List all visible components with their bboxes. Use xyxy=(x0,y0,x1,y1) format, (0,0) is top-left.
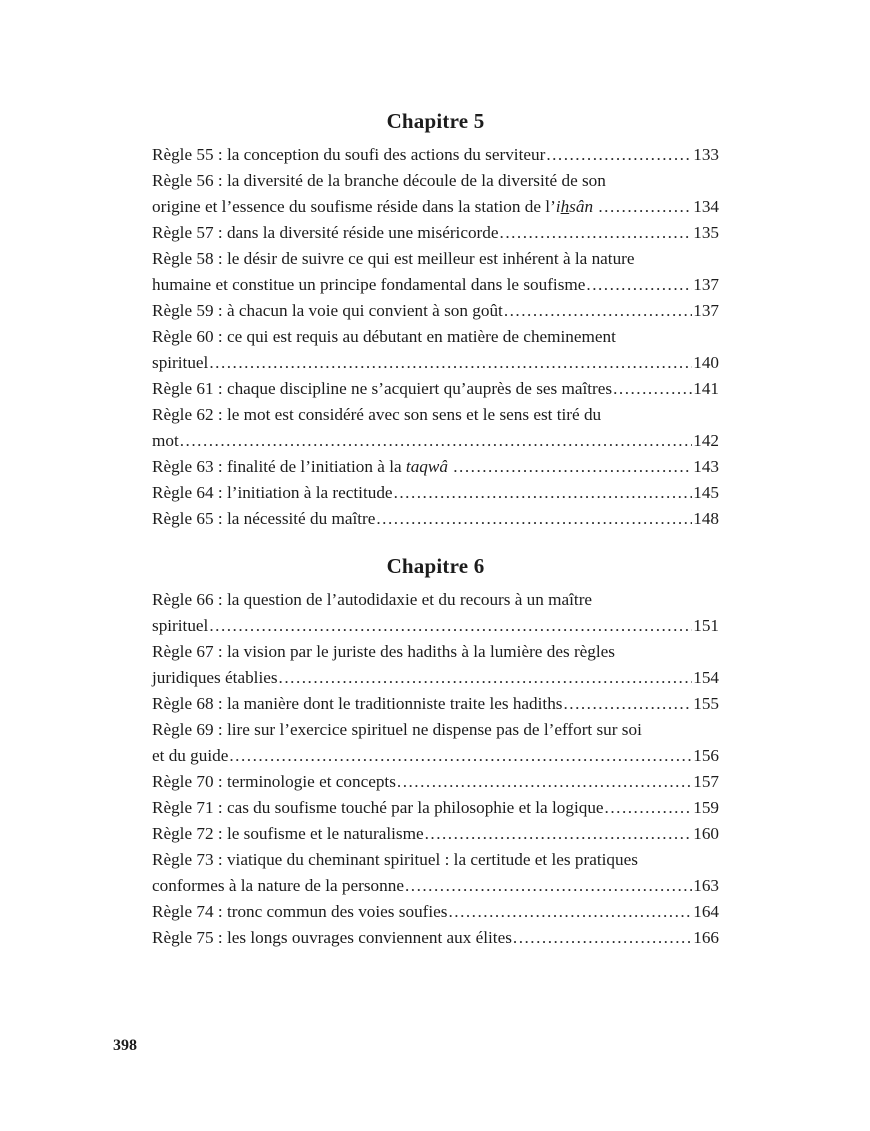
dot-leader xyxy=(586,272,692,298)
chapter-title: Chapitre 6 xyxy=(386,554,485,578)
entry-text-continued: mot xyxy=(152,431,179,450)
dot-leader xyxy=(376,506,692,532)
toc-entry-regle-71 xyxy=(152,795,719,821)
entry-text: Règle 75 : les longs ouvrages conviennent aux élites xyxy=(152,928,512,947)
entry-text: Règle 59 : à chacun la voie qui convient à son goût xyxy=(152,301,503,320)
toc-entry-regle-58 xyxy=(152,246,719,298)
page-number: 154 xyxy=(693,668,719,687)
page-number: 156 xyxy=(693,746,719,765)
entry-text: Règle 71 : cas du soufisme touché par la philosophie et la logique xyxy=(152,798,604,817)
toc-entry-regle-69 xyxy=(152,717,719,769)
entry-text: Règle 58 : le désir de suivre ce qui est meilleur est inhérent à la nature xyxy=(152,249,635,268)
entry-text: Règle 69 : lire sur l’exercice spirituel ne dispense pas de l’effort sur soi xyxy=(152,720,642,739)
dot-leader xyxy=(504,298,692,324)
toc-entry-regle-55 xyxy=(152,142,719,168)
dot-leader xyxy=(425,821,693,847)
page-number: 135 xyxy=(693,223,719,242)
entry-text-continued: juridiques établies xyxy=(152,668,278,687)
page-number: 141 xyxy=(693,379,719,398)
entry-text: Règle 60 : ce qui est requis au débutant en matière de cheminement xyxy=(152,327,616,346)
dot-leader xyxy=(229,743,692,769)
dot-leader xyxy=(405,873,692,899)
dot-leader xyxy=(209,350,692,376)
page-number: 143 xyxy=(693,457,719,476)
italic-term: ihsân xyxy=(555,197,594,216)
toc-entry-regle-66 xyxy=(152,587,719,639)
page-number: 148 xyxy=(693,509,719,528)
page-number: 155 xyxy=(693,694,719,713)
entry-text: Règle 73 : viatique du cheminant spirituel : la certitude et les pratiques xyxy=(152,850,638,869)
toc-entry-regle-57 xyxy=(152,220,719,246)
dot-leader xyxy=(500,220,693,246)
dot-leader xyxy=(180,428,692,454)
page-number: 157 xyxy=(693,772,719,791)
page-number: 160 xyxy=(693,824,719,843)
dot-leader xyxy=(448,899,692,925)
chapter-5-section xyxy=(152,108,719,532)
page-number-folio: 398 xyxy=(113,1037,137,1054)
toc-entry-regle-68 xyxy=(152,691,719,717)
toc-entry-regle-63 xyxy=(152,454,719,480)
dot-leader xyxy=(397,769,692,795)
toc-entry-regle-65 xyxy=(152,506,719,532)
toc-entry-regle-56 xyxy=(152,168,719,220)
toc-entry-regle-61 xyxy=(152,376,719,402)
toc-entry-regle-70 xyxy=(152,769,719,795)
page-number: 166 xyxy=(693,928,719,947)
page-number: 159 xyxy=(693,798,719,817)
entry-text: Règle 62 : le mot est considéré avec son sens et le sens est tiré du xyxy=(152,405,602,424)
entry-text: Règle 57 : dans la diversité réside une miséricorde xyxy=(152,223,499,242)
dot-leader xyxy=(605,795,693,821)
table-of-contents xyxy=(152,108,719,951)
entry-text: Règle 67 : la vision par le juriste des hadiths à la lumière des règles xyxy=(152,642,615,661)
dot-leader xyxy=(546,142,692,168)
italic-term: taqwâ xyxy=(405,457,448,476)
page-number: 142 xyxy=(693,431,719,450)
page-number: 134 xyxy=(693,197,719,216)
page-number: 133 xyxy=(693,145,719,164)
page-number: 140 xyxy=(693,353,719,372)
dot-leader xyxy=(394,480,693,506)
toc-entry-regle-73 xyxy=(152,847,719,899)
dot-leader xyxy=(613,376,692,402)
toc-entry-regle-60 xyxy=(152,324,719,376)
entry-text-continued: origine et l’essence du soufisme réside dans la station de l’ihsân xyxy=(152,197,594,216)
entry-text: Règle 70 : terminologie et concepts xyxy=(152,772,396,791)
toc-entry-regle-75 xyxy=(152,925,719,951)
toc-entry-regle-74 xyxy=(152,899,719,925)
entry-text-continued: et du guide xyxy=(152,746,229,765)
entry-text: Règle 74 : tronc commun des voies soufies xyxy=(152,902,448,921)
entry-text-continued: conformes à la nature de la personne xyxy=(152,876,404,895)
dot-leader xyxy=(563,691,692,717)
entry-text: Règle 64 : l’initiation à la rectitude xyxy=(152,483,393,502)
dot-leader xyxy=(453,454,692,480)
page-number: 145 xyxy=(693,483,719,502)
toc-entry-regle-64 xyxy=(152,480,719,506)
chapter-6-section xyxy=(152,553,719,951)
entry-text: Règle 61 : chaque discipline ne s’acquiert qu’auprès de ses maîtres xyxy=(152,379,613,398)
toc-entry-regle-72 xyxy=(152,821,719,847)
toc-entry-regle-59 xyxy=(152,298,719,324)
entry-text: Règle 56 : la diversité de la branche découle de la diversité de son xyxy=(152,171,606,190)
page-number: 151 xyxy=(693,616,719,635)
dot-leader xyxy=(279,665,693,691)
page-number: 163 xyxy=(693,876,719,895)
entry-text: Règle 65 : la nécessité du maître xyxy=(152,509,376,528)
entry-text: Règle 66 : la question de l’autodidaxie et du recours à un maître xyxy=(152,590,593,609)
toc-entry-regle-67 xyxy=(152,639,719,691)
entry-text: Règle 72 : le soufisme et le naturalisme xyxy=(152,824,424,843)
entry-text: Règle 55 : la conception du soufi des actions du serviteur xyxy=(152,145,546,164)
dot-leader xyxy=(513,925,692,951)
entry-text-continued: humaine et constitue un principe fondamental dans le soufisme xyxy=(152,275,586,294)
entry-text: Règle 63 : finalité de l’initiation à la taqwâ xyxy=(152,457,448,476)
entry-text: Règle 68 : la manière dont le traditionniste traite les hadiths xyxy=(152,694,563,713)
toc-entry-regle-62 xyxy=(152,402,719,454)
page-number: 164 xyxy=(693,902,719,921)
chapter-title: Chapitre 5 xyxy=(386,109,485,133)
entry-text-continued: spirituel xyxy=(152,616,209,635)
page-number: 137 xyxy=(693,301,719,320)
dot-leader xyxy=(598,194,692,220)
dot-leader xyxy=(209,613,692,639)
page-number: 137 xyxy=(693,275,719,294)
entry-text-continued: spirituel xyxy=(152,353,209,372)
